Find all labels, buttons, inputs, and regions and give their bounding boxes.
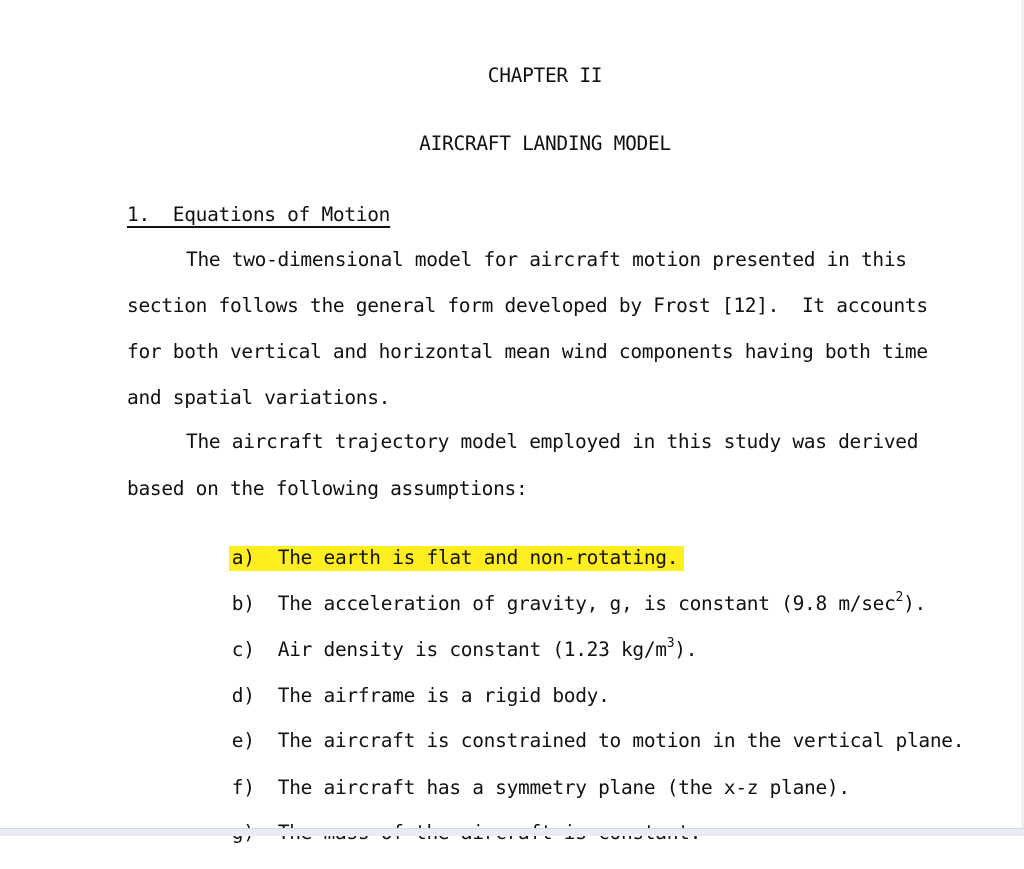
assumption-text: The acceleration of gravity, g, is constant (9.8 m/sec	[277, 592, 896, 615]
assumption-label: d)	[231, 684, 255, 707]
assumption-label: b)	[231, 592, 255, 615]
assumption-text: Air density is constant (1.23 kg/m	[277, 638, 667, 661]
chapter-title: AIRCRAFT LANDING MODEL	[419, 132, 671, 155]
assumption-label: c)	[231, 638, 255, 661]
assumption-text: The airframe is a rigid body.	[277, 684, 610, 707]
assumption-text: The earth is flat and non-rotating.	[277, 546, 679, 569]
chapter-label: CHAPTER II	[487, 64, 603, 87]
assumption-label: a)	[231, 546, 255, 569]
paragraph-1-line-1: The two-dimensional model for aircraft motion presented in this	[186, 248, 907, 271]
superscript: 2	[895, 590, 904, 605]
section-heading: 1. Equations of Motion	[127, 203, 391, 226]
paragraph-1-line-2: section follows the general form developed by Frost [12]. It accounts	[127, 294, 928, 317]
paragraph-2-line-2: based on the following assumptions:	[127, 477, 528, 500]
assumption-label: f)	[231, 776, 255, 799]
paragraph-1-line-4: and spatial variations.	[127, 386, 391, 409]
superscript: 3	[666, 636, 675, 651]
assumption-label: e)	[231, 729, 255, 752]
paragraph-2-line-1: The aircraft trajectory model employed in this study was derived	[186, 430, 919, 453]
assumption-text: The aircraft is constrained to motion in the vertical plane.	[277, 729, 965, 752]
assumption-text: The aircraft has a symmetry plane (the x-z plane).	[277, 776, 850, 799]
assumption-tail: ).	[903, 592, 926, 615]
paragraph-1-line-3: for both vertical and horizontal mean wind components having both time	[127, 340, 928, 363]
assumption-tail: ).	[674, 638, 698, 661]
